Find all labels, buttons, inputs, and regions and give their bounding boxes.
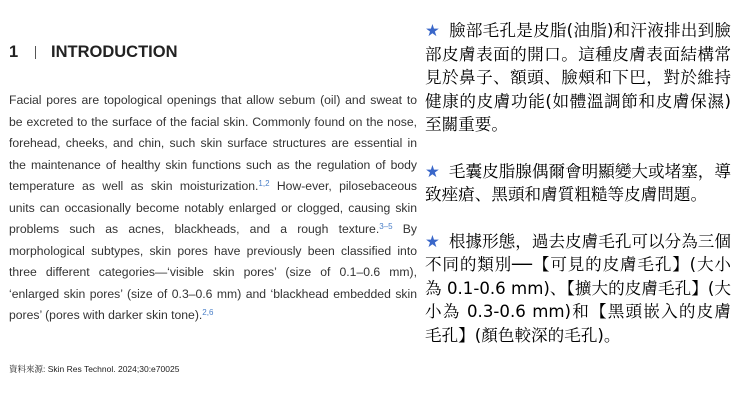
english-excerpt: [9, 40, 417, 327]
note-item: [425, 19, 731, 137]
star-icon: ★: [425, 161, 440, 181]
introduction-paragraph: [9, 90, 417, 327]
note-text-2: 毛囊皮脂腺偶爾會明顯變大或堵塞，導致痤瘡、黑頭和膚質粗糙等皮膚問題。: [425, 161, 731, 204]
section-number: 1: [9, 42, 19, 61]
citation-ref-3[interactable]: 2,6: [202, 308, 214, 317]
star-icon: ★: [425, 21, 441, 40]
section-heading: [9, 40, 417, 64]
section-title: INTRODUCTION: [51, 42, 178, 61]
chinese-notes: [425, 19, 731, 370]
source-citation: 資料來源: Skin Res Technol. 2024;30:e70025: [9, 364, 180, 374]
citation-ref-1[interactable]: 1,2: [258, 179, 270, 188]
note-item: [425, 230, 731, 348]
paragraph-text-3: By morphological subtypes, skin pores have previously been classified into three different categories—‘visible skin pores’ (size of 0.1–0.6 mm), ‘enlarged skin pores’ (size of 0.3–0.6 mm) and ‘blackhead embedded skin pores’ (pores with darker skin tone).: [9, 222, 417, 322]
note-text-1: 臉部毛孔是皮脂(油脂)和汗液排出到臉部皮膚表面的開口。這種皮膚表面結構常見於鼻子、額頭、臉頰和下巴，對於維持健康的皮膚功能(如體溫調節和皮膚保濕)至關重要。: [425, 21, 731, 134]
star-icon: ★: [425, 231, 440, 251]
note-text-3: 根據形態，過去皮膚毛孔可以分為三個不同的類別──【可見的皮膚毛孔】(大小為 0.1-0.6 mm)、【擴大的皮膚毛孔】(大小為 0.3-0.6 mm)和【黑頭嵌入的皮膚毛孔】(顏色較深的毛孔)。: [425, 231, 731, 345]
citation-ref-2[interactable]: 3–5: [379, 222, 393, 231]
paragraph-text-2: How-ever, pilosebaceous units can occasionally become notably enlarged or clogged, causing skin problems such as acnes, blackheads, and a rough texture.: [9, 179, 417, 236]
note-item: [425, 160, 731, 207]
heading-divider: [35, 46, 36, 59]
paragraph-text-1: Facial pores are topological openings that allow sebum (oil) and sweat to be excreted to the surface of the facial skin. Commonly found on the nose, forehead, cheeks, and chin, such skin surface structures are essential in the maintenance of healthy skin functions such as the regulation of body temperature as well as skin moisturization.: [9, 93, 417, 193]
